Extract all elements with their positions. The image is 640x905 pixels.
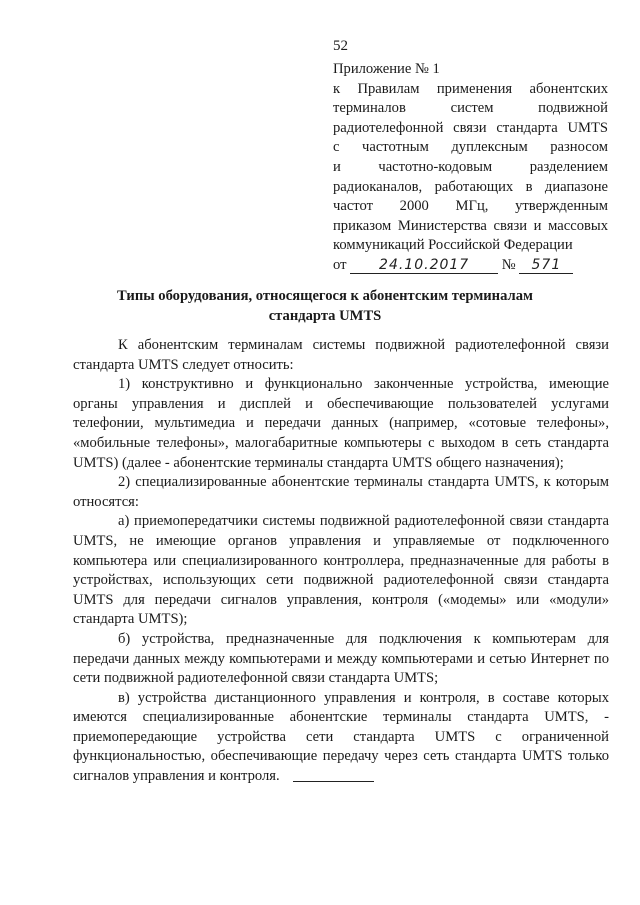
page-number: 52 — [333, 38, 348, 54]
appendix-line: радиоканалов, работающих в диапазоне — [333, 178, 608, 195]
date-field — [350, 257, 498, 274]
number-prefix: № — [501, 256, 516, 273]
appendix-line: с частотным дуплексным разносом — [333, 139, 608, 156]
appendix-line: и частотно-кодовым разделением — [333, 158, 608, 175]
appendix-heading: Приложение № 1 — [333, 61, 440, 77]
title-line: стандарта UMTS — [268, 307, 382, 324]
paragraph: а) приемопередатчики системы подвижной радиотелефонной связи стандарта UMTS, не имеющие органов управления и управляемые от подключенного компьютера или специализированного контроллера, предназначенные для работы в устройствах, использующих сети подвижной радиотелефонной связи стандарта UMTS для передачи сигналов управления, контроля («модемы» или «модули» стандарта UMTS); — [73, 513, 609, 628]
paragraph: б) устройства, предназначенные для подключения к компьютерам для передачи данных между компьютерами и между компьютерами и сетью Интернет по сети подвижной радиотелефонной связи стандарта UMTS; — [73, 630, 609, 687]
title-line: Типы оборудования, относящегося к абонентским терминалам — [117, 288, 533, 304]
handwritten-date: 24.10.2017 — [379, 256, 470, 273]
number-field — [519, 257, 573, 274]
document-body — [73, 336, 609, 787]
paragraph: в) устройства дистанционного управления и контроля, в составе которых имеются специализированные абонентские терминалы стандарта UMTS, - приемопередающие устройства сети стандарта UMTS с ограниченной функциональностью, обеспечивающие передачу через сеть стандарта UMTS только сигналов управления и контроля. — [73, 689, 609, 785]
paragraph: 2) специализированные абонентские терминалы стандарта UMTS, к которым относятся: — [73, 474, 609, 510]
appendix-line: частот 2000 МГц, утвержденным — [333, 198, 608, 215]
end-divider — [293, 781, 374, 782]
date-prefix: от — [333, 256, 347, 273]
paragraph: 1) конструктивно и функционально законченные устройства, имеющие органы управления и дисплей и обеспечивающие пользователей услугами телефонии, мультимедиа и передачи данных (например, «сотовые телефоны», «мобильные телефоны», малогабаритные компьютеры с выходом в сеть стандарта UMTS) (далее - абонентские терминалы стандарта UMTS общего назначения); — [73, 376, 609, 471]
appendix-line: терминалов систем подвижной — [333, 100, 608, 117]
appendix-line: приказом Министерства связи и массовых — [333, 217, 608, 234]
handwritten-number: 571 — [531, 256, 562, 273]
appendix-line: коммуникаций Российской Федерации — [333, 237, 573, 254]
appendix-block — [333, 60, 608, 276]
appendix-line: радиотелефонной связи стандарта UMTS — [333, 119, 608, 136]
appendix-line: к Правилам применения абонентских — [333, 80, 608, 97]
paragraph: К абонентским терминалам системы подвижной радиотелефонной связи стандарта UMTS следует относить: — [73, 337, 609, 373]
document-title — [80, 287, 570, 326]
appendix-date-row — [333, 256, 608, 276]
